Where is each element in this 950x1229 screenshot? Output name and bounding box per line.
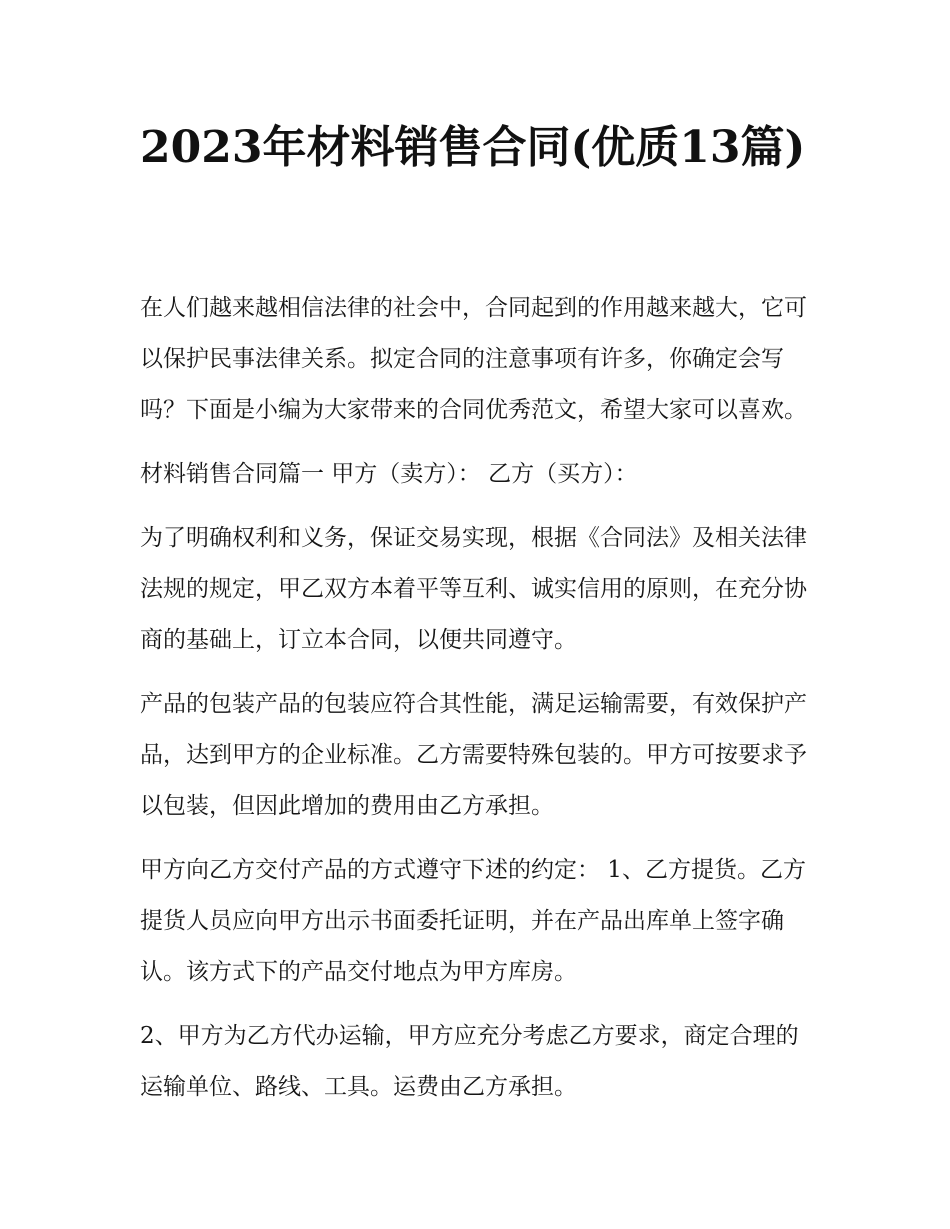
paragraph-purpose: 为了明确权利和义务，保证交易实现，根据《合同法》及相关法律法规的规定，甲乙双方本着平等互利、诚实信用的原则，在充分协商的基础上，订立本合同，以便共同遵守。 [140,525,807,653]
document-body [140,283,820,1113]
document-title: 2023年材料销售合同(优质13篇) [140,122,806,173]
paragraph-intro: 在人们越来越相信法律的社会中，合同起到的作用越来越大，它可以保护民事法律关系。拟定合同的注意事项有许多，你确定会写吗？下面是小编为大家带来的合同优秀范文，希望大家可以喜欢。 [140,295,807,423]
paragraph-delivery-transport: 2、甲方为乙方代办运输，甲方应充分考虑乙方要求，商定合理的运输单位、路线、工具。运费由乙方承担。 [140,1023,799,1100]
paragraph-packaging: 产品的包装产品的包装应符合其性能，满足运输需要，有效保护产品，达到甲方的企业标准。乙方需要特殊包装的。甲方可按要求予以包装，但因此增加的费用由乙方承担。 [140,691,807,819]
paragraph-delivery-pickup: 甲方向乙方交付产品的方式遵守下述的约定： 1、乙方提货。乙方提货人员应向甲方出示书面委托证明，并在产品出库单上签字确认。该方式下的产品交付地点为甲方库房。 [140,857,806,985]
paragraph-contract-parties: 材料销售合同篇一 甲方（卖方）： 乙方（买方）： [140,461,638,487]
